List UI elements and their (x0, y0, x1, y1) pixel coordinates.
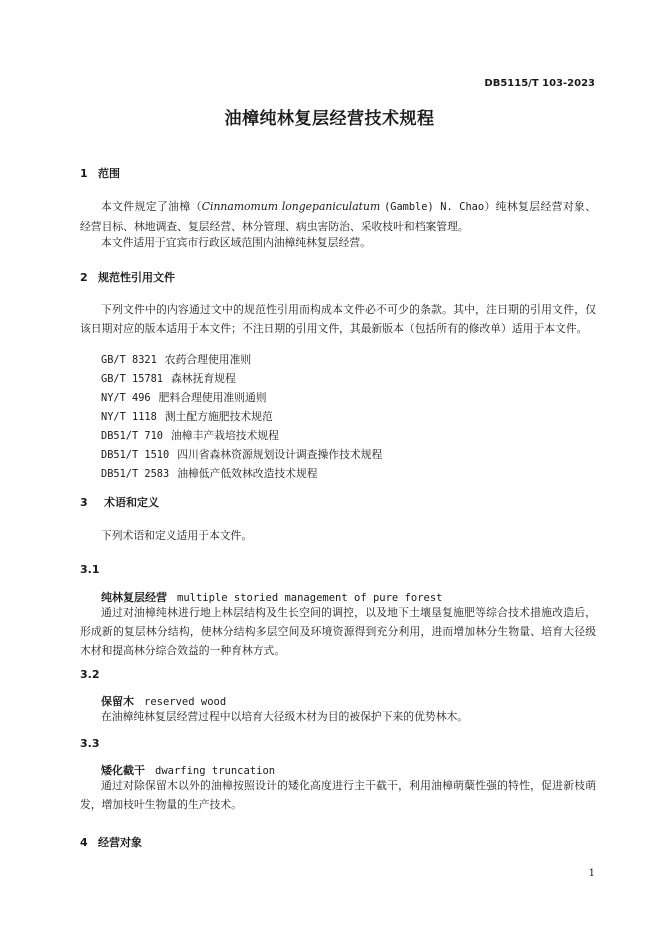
section-number: 1 (80, 167, 88, 180)
section-3-heading (80, 494, 159, 510)
reference-code: GB/T 15781 (101, 373, 163, 385)
section-number: 3 (80, 496, 88, 509)
term-definition: 在油樟纯林复层经营过程中以培育大径级木材为目的被保护下来的优势林木。 (101, 710, 469, 723)
term-number: 3.3 (80, 737, 100, 750)
term-number: 3.1 (80, 563, 100, 576)
term-en: reserved wood (144, 696, 227, 708)
term-zh: 纯林复层经营 (101, 591, 167, 604)
section-title: 术语和定义 (104, 496, 159, 509)
reference-code: GB/T 8321 (101, 354, 157, 366)
term-zh: 矮化截干 (101, 764, 145, 777)
reference-code: DB51/T 710 (101, 430, 163, 442)
reference-list (101, 350, 382, 483)
reference-code: NY/T 496 (101, 392, 151, 404)
scope-paragraph (80, 197, 596, 236)
scope-text: 本文件规定了油樟（ (101, 200, 202, 213)
reference-code: NY/T 1118 (101, 411, 157, 423)
term-en: dwarfing truncation (155, 765, 276, 777)
reference-title: 四川省森林资源规划设计调查操作技术规程 (177, 448, 383, 461)
terms-intro: 下列术语和定义适用于本文件。 (101, 529, 253, 542)
section-2-heading (80, 269, 175, 285)
reference-item (101, 445, 382, 464)
section-4-heading (80, 834, 142, 850)
term-definition: 通过对油樟纯林进行地上林层结构及生长空间的调控，以及地下土壤垦复施肥等综合技术措施改造后，形成新的复层林分结构，使林分结构多层空间及环境资源得到充分利用，进而增加林分生物量、培育大径级木材和提高林分综合效益的一种育林方式。 (80, 606, 596, 657)
scope-text: ）纯林复层经营对象、经营目标、林地调查、复层经营、林分管理、病虫害防治、采收枝叶和档案管理。 (80, 200, 597, 233)
author-citation: (Gamble) N. Chao (384, 201, 485, 213)
document-title: 油樟纯林复层经营技术规程 (224, 109, 435, 129)
reference-item (101, 426, 382, 445)
scientific-name: Cinnamomum longepaniculatum (201, 200, 381, 213)
section-number: 2 (80, 271, 88, 284)
section-title: 范围 (98, 167, 120, 180)
standard-code: DB5115/T 103-2023 (484, 78, 595, 89)
references-intro: 下列文件中的内容通过文中的规范性引用而构成本文件必不可少的条款。其中，注日期的引用文件，仅该日期对应的版本适用于本文件；不注日期的引用文件，其最新版本（包括所有的修改单）适用于本文件。 (80, 303, 596, 335)
reference-title: 油樟低产低效林改造技术规程 (177, 467, 318, 480)
reference-item (101, 388, 382, 407)
reference-code: DB51/T 2583 (101, 468, 170, 480)
section-title: 经营对象 (98, 836, 142, 849)
term-en: multiple storied management of pure forest (177, 592, 443, 604)
page-number: 1 (588, 868, 595, 879)
applicability-paragraph: 本文件适用于宜宾市行政区域范围内油樟纯林复层经营。 (101, 236, 371, 249)
reference-title: 肥料合理使用准则通则 (158, 391, 267, 404)
reference-title: 森林抚育规程 (171, 372, 236, 385)
section-number: 4 (80, 836, 88, 849)
reference-item (101, 407, 382, 426)
section-title: 规范性引用文件 (98, 271, 175, 284)
term-definition: 通过对除保留木以外的油樟按照设计的矮化高度进行主干截干，利用油樟萌蘖性强的特性，促进新枝萌发，增加枝叶生物量的生产技术。 (80, 779, 596, 811)
reference-code: DB51/T 1510 (101, 449, 170, 461)
reference-item (101, 369, 382, 388)
term-number: 3.2 (80, 668, 100, 681)
reference-item (101, 350, 382, 369)
reference-title: 测土配方施肥技术规范 (164, 410, 273, 423)
reference-title: 油樟丰产栽培技术规程 (171, 429, 279, 442)
reference-title: 农药合理使用准则 (164, 353, 252, 366)
section-1-heading (80, 165, 120, 181)
reference-item (101, 464, 382, 483)
term-zh: 保留木 (101, 695, 134, 708)
